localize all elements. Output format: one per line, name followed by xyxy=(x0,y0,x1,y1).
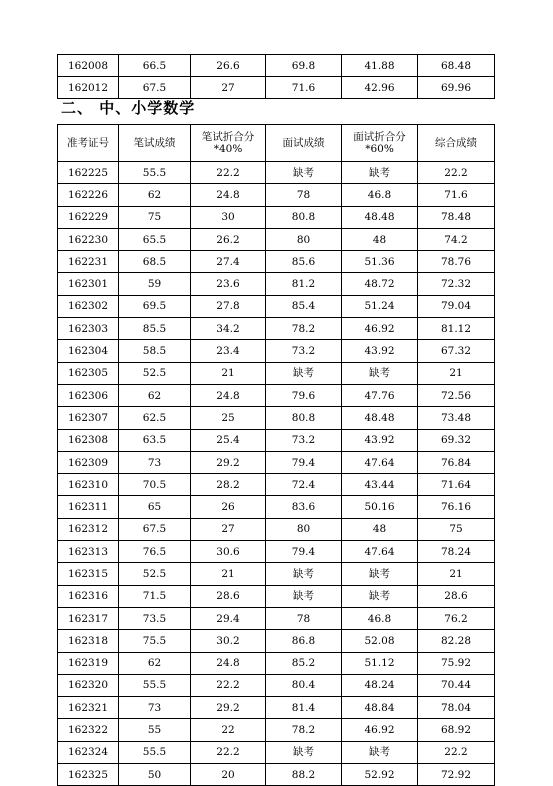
cell-interview-weighted: 52.08 xyxy=(342,630,418,652)
cell-interview-weighted: 47.76 xyxy=(342,384,418,406)
cell-written-weighted: 30.2 xyxy=(191,630,266,652)
cell-written-score: 52.5 xyxy=(119,362,191,384)
cell-interview-weighted: 48 xyxy=(342,518,418,540)
cell-written-score: 66.5 xyxy=(119,55,191,77)
cell-interview-weighted: 51.36 xyxy=(342,251,418,273)
cell-written-score: 62 xyxy=(119,384,191,406)
cell-interview-weighted: 41.88 xyxy=(342,55,418,77)
cell-interview-score: 78.2 xyxy=(266,318,342,340)
cell-exam-id: 162315 xyxy=(58,563,119,585)
cell-total-score: 71.64 xyxy=(418,474,495,496)
cell-exam-id: 162225 xyxy=(58,162,119,184)
header-line: *60% xyxy=(365,143,394,155)
cell-total-score: 72.56 xyxy=(418,384,495,406)
cell-interview-score: 79.6 xyxy=(266,384,342,406)
table-row xyxy=(58,251,495,273)
table-row xyxy=(58,77,495,99)
cell-exam-id: 162317 xyxy=(58,607,119,629)
table-row xyxy=(58,630,495,652)
cell-exam-id: 162325 xyxy=(58,764,119,786)
cell-exam-id: 162303 xyxy=(58,318,119,340)
cell-written-score: 68.5 xyxy=(119,251,191,273)
cell-written-weighted: 30 xyxy=(191,206,266,228)
cell-written-weighted: 21 xyxy=(191,563,266,585)
cell-interview-weighted: 52.92 xyxy=(342,764,418,786)
header-line: 准考证号 xyxy=(67,137,109,149)
table-row xyxy=(58,362,495,384)
cell-written-score: 70.5 xyxy=(119,474,191,496)
cell-written-score: 85.5 xyxy=(119,318,191,340)
table-row xyxy=(58,407,495,429)
cell-exam-id: 162226 xyxy=(58,184,119,206)
cell-written-score: 55.5 xyxy=(119,162,191,184)
cell-interview-score: 85.2 xyxy=(266,652,342,674)
table-row xyxy=(58,340,495,362)
cell-exam-id: 162230 xyxy=(58,228,119,250)
cell-interview-score: 85.4 xyxy=(266,295,342,317)
cell-interview-weighted: 43.44 xyxy=(342,474,418,496)
header-interview-score xyxy=(266,125,342,162)
cell-written-weighted: 22.2 xyxy=(191,162,266,184)
cell-written-weighted: 24.8 xyxy=(191,652,266,674)
cell-interview-score: 69.8 xyxy=(266,55,342,77)
cell-written-weighted: 27 xyxy=(191,518,266,540)
cell-written-weighted: 20 xyxy=(191,764,266,786)
cell-interview-score: 81.2 xyxy=(266,273,342,295)
cell-written-weighted: 26 xyxy=(191,496,266,518)
cell-exam-id: 162320 xyxy=(58,674,119,696)
cell-exam-id: 162308 xyxy=(58,429,119,451)
cell-interview-score: 72.4 xyxy=(266,474,342,496)
cell-interview-weighted: 48.48 xyxy=(342,206,418,228)
cell-interview-weighted: 47.64 xyxy=(342,451,418,473)
cell-total-score: 68.48 xyxy=(418,55,495,77)
cell-interview-score: 79.4 xyxy=(266,451,342,473)
cell-total-score: 22.2 xyxy=(418,162,495,184)
cell-written-score: 73 xyxy=(119,697,191,719)
cell-interview-score: 73.2 xyxy=(266,429,342,451)
cell-interview-weighted: 48 xyxy=(342,228,418,250)
cell-written-score: 71.5 xyxy=(119,585,191,607)
table-row xyxy=(58,184,495,206)
cell-interview-score: 78.2 xyxy=(266,719,342,741)
cell-exam-id: 162301 xyxy=(58,273,119,295)
cell-total-score: 68.92 xyxy=(418,719,495,741)
section-heading: 二、 中、小学数学 xyxy=(61,99,196,117)
table-row xyxy=(58,541,495,563)
cell-total-score: 67.32 xyxy=(418,340,495,362)
cell-written-score: 76.5 xyxy=(119,541,191,563)
cell-total-score: 28.6 xyxy=(418,585,495,607)
cell-interview-score: 78 xyxy=(266,607,342,629)
table-row xyxy=(58,295,495,317)
header-line: 笔试成绩 xyxy=(133,137,176,149)
cell-exam-id: 162312 xyxy=(58,518,119,540)
cell-interview-weighted: 50.16 xyxy=(342,496,418,518)
table-row xyxy=(58,719,495,741)
cell-interview-weighted: 缺考 xyxy=(342,563,418,585)
cell-written-weighted: 21 xyxy=(191,362,266,384)
cell-total-score: 69.32 xyxy=(418,429,495,451)
cell-interview-score: 88.2 xyxy=(266,764,342,786)
cell-interview-score: 78 xyxy=(266,184,342,206)
cell-exam-id: 162306 xyxy=(58,384,119,406)
table-row xyxy=(58,429,495,451)
cell-written-score: 69.5 xyxy=(119,295,191,317)
cell-written-weighted: 23.6 xyxy=(191,273,266,295)
cell-total-score: 81.12 xyxy=(418,318,495,340)
cell-written-weighted: 28.2 xyxy=(191,474,266,496)
cell-written-score: 67.5 xyxy=(119,518,191,540)
cell-written-score: 55.5 xyxy=(119,741,191,763)
cell-total-score: 78.48 xyxy=(418,206,495,228)
header-line: *40% xyxy=(213,143,243,155)
cell-exam-id: 162316 xyxy=(58,585,119,607)
cell-exam-id: 162311 xyxy=(58,496,119,518)
header-interview-weighted xyxy=(342,125,418,162)
cell-written-weighted: 25 xyxy=(191,407,266,429)
cell-interview-score: 80.8 xyxy=(266,206,342,228)
header-line: 面试折合分 xyxy=(353,131,406,143)
table-row xyxy=(58,697,495,719)
previous-results-body xyxy=(58,55,495,99)
cell-interview-weighted: 47.64 xyxy=(342,541,418,563)
cell-total-score: 75.92 xyxy=(418,652,495,674)
cell-written-score: 52.5 xyxy=(119,563,191,585)
cell-interview-weighted: 43.92 xyxy=(342,340,418,362)
cell-total-score: 71.6 xyxy=(418,184,495,206)
cell-written-score: 62.5 xyxy=(119,407,191,429)
header-total-score xyxy=(418,125,495,162)
table-row xyxy=(58,652,495,674)
header-row xyxy=(58,125,495,162)
cell-total-score: 76.2 xyxy=(418,607,495,629)
header-written-score xyxy=(119,125,191,162)
cell-interview-weighted: 46.92 xyxy=(342,719,418,741)
table-row xyxy=(58,451,495,473)
cell-written-weighted: 24.8 xyxy=(191,384,266,406)
cell-written-weighted: 24.8 xyxy=(191,184,266,206)
table-row xyxy=(58,764,495,786)
cell-written-weighted: 22.2 xyxy=(191,674,266,696)
cell-interview-score: 85.6 xyxy=(266,251,342,273)
cell-exam-id: 162307 xyxy=(58,407,119,429)
header-written-weighted xyxy=(191,125,266,162)
cell-interview-score: 80 xyxy=(266,518,342,540)
cell-written-weighted: 27 xyxy=(191,77,266,99)
cell-interview-weighted: 缺考 xyxy=(342,585,418,607)
cell-total-score: 21 xyxy=(418,362,495,384)
cell-total-score: 76.84 xyxy=(418,451,495,473)
cell-written-score: 63.5 xyxy=(119,429,191,451)
cell-exam-id: 162310 xyxy=(58,474,119,496)
cell-written-score: 59 xyxy=(119,273,191,295)
table-row xyxy=(58,384,495,406)
cell-interview-score: 81.4 xyxy=(266,697,342,719)
cell-interview-weighted: 48.72 xyxy=(342,273,418,295)
cell-interview-weighted: 46.8 xyxy=(342,184,418,206)
table-row xyxy=(58,474,495,496)
cell-written-score: 58.5 xyxy=(119,340,191,362)
cell-written-score: 65.5 xyxy=(119,228,191,250)
cell-interview-score: 缺考 xyxy=(266,362,342,384)
cell-interview-weighted: 48.84 xyxy=(342,697,418,719)
cell-total-score: 70.44 xyxy=(418,674,495,696)
cell-interview-weighted: 48.48 xyxy=(342,407,418,429)
cell-interview-score: 缺考 xyxy=(266,585,342,607)
table-row xyxy=(58,607,495,629)
cell-written-score: 67.5 xyxy=(119,77,191,99)
cell-interview-score: 缺考 xyxy=(266,563,342,585)
table-row xyxy=(58,518,495,540)
cell-interview-weighted: 缺考 xyxy=(342,741,418,763)
cell-exam-id: 162302 xyxy=(58,295,119,317)
cell-written-score: 75.5 xyxy=(119,630,191,652)
table-row xyxy=(58,585,495,607)
cell-interview-score: 80.8 xyxy=(266,407,342,429)
cell-interview-score: 79.4 xyxy=(266,541,342,563)
cell-exam-id: 162322 xyxy=(58,719,119,741)
cell-exam-id: 162012 xyxy=(58,77,119,99)
table-row xyxy=(58,674,495,696)
cell-written-score: 55.5 xyxy=(119,674,191,696)
cell-exam-id: 162231 xyxy=(58,251,119,273)
cell-exam-id: 162229 xyxy=(58,206,119,228)
cell-total-score: 78.76 xyxy=(418,251,495,273)
cell-exam-id: 162319 xyxy=(58,652,119,674)
cell-written-weighted: 22.2 xyxy=(191,741,266,763)
cell-interview-score: 83.6 xyxy=(266,496,342,518)
previous-results-table xyxy=(57,54,495,99)
cell-written-weighted: 27.4 xyxy=(191,251,266,273)
cell-interview-score: 73.2 xyxy=(266,340,342,362)
header-line: 综合成绩 xyxy=(435,137,477,149)
cell-written-score: 73 xyxy=(119,451,191,473)
math-scores-table xyxy=(57,124,495,786)
table-row xyxy=(58,273,495,295)
cell-exam-id: 162305 xyxy=(58,362,119,384)
header-line: 笔试折合分 xyxy=(201,131,255,143)
cell-interview-score: 80 xyxy=(266,228,342,250)
cell-written-weighted: 29.4 xyxy=(191,607,266,629)
cell-interview-score: 缺考 xyxy=(266,162,342,184)
cell-written-score: 73.5 xyxy=(119,607,191,629)
cell-total-score: 22.2 xyxy=(418,741,495,763)
cell-interview-score: 86.8 xyxy=(266,630,342,652)
table-row xyxy=(58,496,495,518)
cell-written-weighted: 22 xyxy=(191,719,266,741)
table-row xyxy=(58,563,495,585)
cell-interview-weighted: 42.96 xyxy=(342,77,418,99)
cell-written-score: 62 xyxy=(119,184,191,206)
cell-written-score: 62 xyxy=(119,652,191,674)
cell-total-score: 78.24 xyxy=(418,541,495,563)
header-exam-id xyxy=(58,125,119,162)
cell-interview-score: 71.6 xyxy=(266,77,342,99)
cell-interview-weighted: 48.24 xyxy=(342,674,418,696)
table-header xyxy=(58,125,495,162)
cell-exam-id: 162008 xyxy=(58,55,119,77)
cell-interview-score: 缺考 xyxy=(266,741,342,763)
cell-total-score: 72.92 xyxy=(418,764,495,786)
cell-written-weighted: 30.6 xyxy=(191,541,266,563)
cell-interview-weighted: 缺考 xyxy=(342,162,418,184)
table-row xyxy=(58,318,495,340)
cell-exam-id: 162309 xyxy=(58,451,119,473)
cell-exam-id: 162304 xyxy=(58,340,119,362)
cell-written-weighted: 34.2 xyxy=(191,318,266,340)
cell-total-score: 79.04 xyxy=(418,295,495,317)
cell-total-score: 75 xyxy=(418,518,495,540)
table-row xyxy=(58,741,495,763)
cell-written-score: 65 xyxy=(119,496,191,518)
cell-total-score: 21 xyxy=(418,563,495,585)
cell-interview-weighted: 51.12 xyxy=(342,652,418,674)
table-row xyxy=(58,55,495,77)
table-row xyxy=(58,206,495,228)
cell-written-weighted: 26.2 xyxy=(191,228,266,250)
cell-written-score: 55 xyxy=(119,719,191,741)
cell-interview-weighted: 46.92 xyxy=(342,318,418,340)
cell-interview-weighted: 46.8 xyxy=(342,607,418,629)
cell-total-score: 78.04 xyxy=(418,697,495,719)
cell-written-weighted: 23.4 xyxy=(191,340,266,362)
cell-total-score: 73.48 xyxy=(418,407,495,429)
cell-exam-id: 162321 xyxy=(58,697,119,719)
cell-interview-score: 80.4 xyxy=(266,674,342,696)
cell-written-weighted: 29.2 xyxy=(191,451,266,473)
cell-exam-id: 162324 xyxy=(58,741,119,763)
cell-written-weighted: 28.6 xyxy=(191,585,266,607)
cell-written-weighted: 26.6 xyxy=(191,55,266,77)
cell-written-weighted: 25.4 xyxy=(191,429,266,451)
math-scores-body xyxy=(58,162,495,786)
cell-total-score: 72.32 xyxy=(418,273,495,295)
cell-total-score: 76.16 xyxy=(418,496,495,518)
table-row xyxy=(58,162,495,184)
table-row xyxy=(58,228,495,250)
cell-total-score: 74.2 xyxy=(418,228,495,250)
cell-written-weighted: 27.8 xyxy=(191,295,266,317)
cell-written-score: 75 xyxy=(119,206,191,228)
cell-interview-weighted: 缺考 xyxy=(342,362,418,384)
cell-written-score: 50 xyxy=(119,764,191,786)
cell-written-weighted: 29.2 xyxy=(191,697,266,719)
cell-exam-id: 162313 xyxy=(58,541,119,563)
cell-interview-weighted: 51.24 xyxy=(342,295,418,317)
cell-total-score: 69.96 xyxy=(418,77,495,99)
cell-exam-id: 162318 xyxy=(58,630,119,652)
header-line: 面试成绩 xyxy=(282,137,325,149)
cell-total-score: 82.28 xyxy=(418,630,495,652)
cell-interview-weighted: 43.92 xyxy=(342,429,418,451)
